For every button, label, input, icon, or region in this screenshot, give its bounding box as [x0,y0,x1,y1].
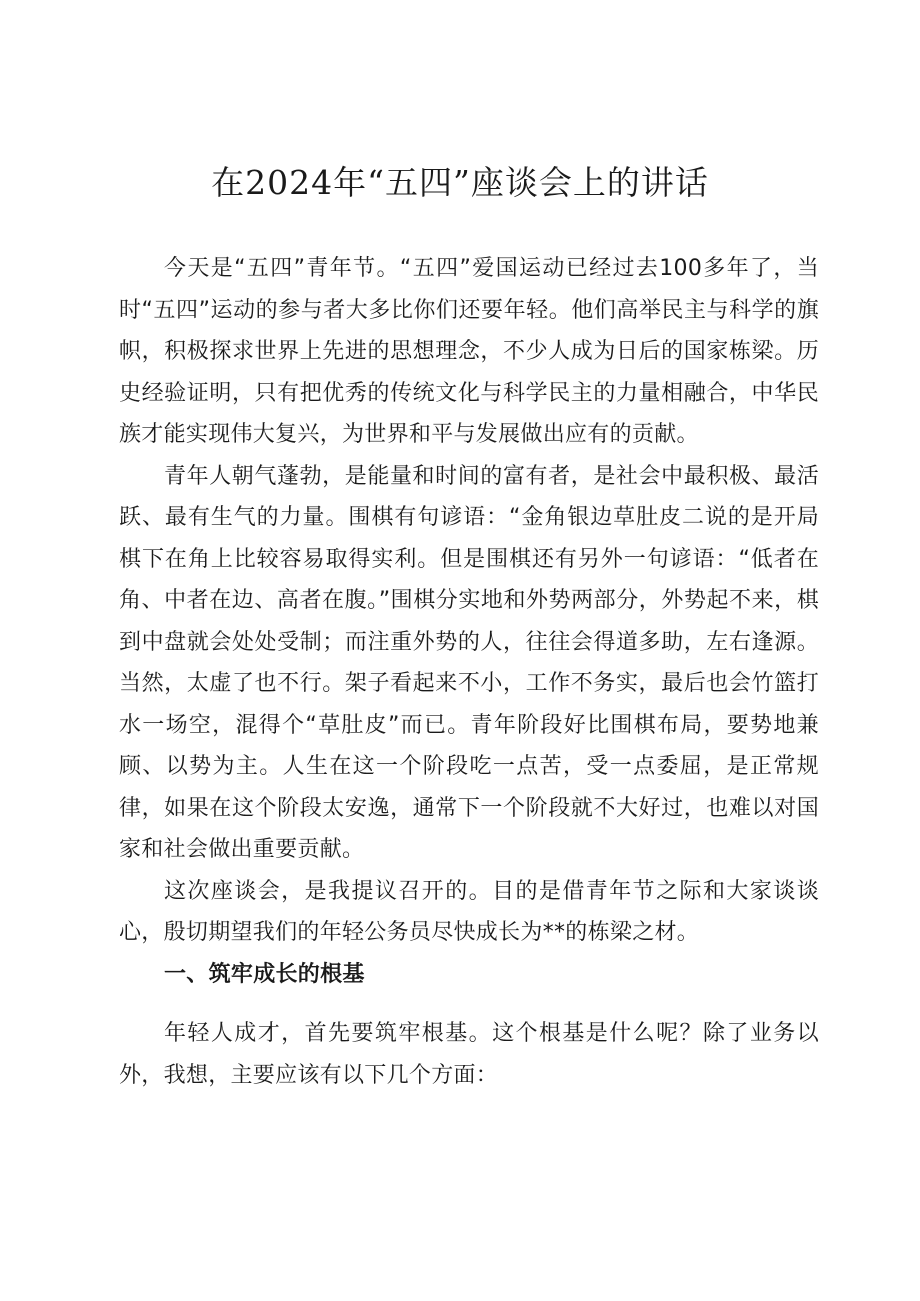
paragraph-2: 青年人朝气蓬勃，是能量和时间的富有者，是社会中最积极、最活跃、最有生气的力量。围棋有句谚语：“金角银边草肚皮二说的是开局棋下在角上比较容易取得实利。但是围棋还有另外一句谚语：“低者在角、中者在边、高者在腹。”围棋分实地和外势两部分，外势起不来，棋到中盘就会处处受制；而注重外势的人，往往会得道多助，左右逢源。当然，太虚了也不行。架子看起来不小，工作不务实，最后也会竹篮打水一场空，混得个“草肚皮”而已。青年阶段好比围棋布局，要势地兼顾、以势为主。人生在这一个阶段吃一点苦，受一点委屈，是正常规律，如果在这个阶段太安逸，通常下一个阶段就不大好过，也难以对国家和社会做出重要贡献。 [119,463,819,862]
section-heading: 一、筑牢成长的根基 [164,961,365,987]
paragraph-1: 今天是“五四”青年节。“五四”爱国运动已经过去100多年了，当时“五四”运动的参与者大多比你们还要年轻。他们高举民主与科学的旗帜，积极探求世界上先进的思想理念，不少人成为日后的国家栋梁。历史经验证明，只有把优秀的传统文化与科学民主的力量相融合，中华民族才能实现伟大复兴，为世界和平与发展做出应有的贡献。 [119,256,819,447]
document-title: 在2024年“五四”座谈会上的讲话 [211,163,709,202]
paragraph-3: 这次座谈会，是我提议召开的。目的是借青年节之际和大家谈谈心，殷切期望我们的年轻公务员尽快成长为**的栋梁之材。 [119,878,819,945]
section-paragraph: 年轻人成才，首先要筑牢根基。这个根基是什么呢？除了业务以外，我想，主要应该有以下几个方面： [119,1021,819,1088]
document-body [119,248,819,1096]
